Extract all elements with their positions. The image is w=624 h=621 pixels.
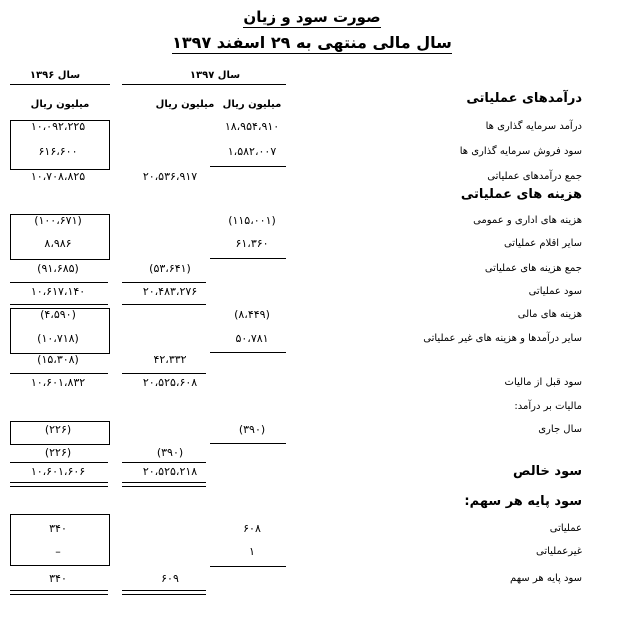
row-value-c1: (۸،۴۴۹): [234, 308, 270, 321]
rule-expenses-col1: [210, 258, 286, 259]
row-value-c3: ۱۰،۶۱۷،۱۴۰: [30, 285, 86, 298]
rule-eps-col1: [210, 566, 286, 567]
row-value-c1: ۱،۵۸۲،۰۰۷: [227, 145, 277, 158]
row-value-c1: ۶۱،۳۶۰: [235, 237, 269, 250]
row-value-c2: ۲۰،۵۳۶،۹۱۷: [142, 170, 198, 183]
rule-opprofit-col2: [122, 304, 206, 305]
double-rule-eps-col3: [10, 590, 108, 595]
rule-nonop-col1: [210, 352, 286, 353]
row-value-c3: ۱۰،۷۰۸،۸۲۵: [30, 170, 86, 183]
row-value-c1: (۳۹۰): [238, 423, 266, 436]
row-label: سود پایه هر سهم: [510, 573, 582, 584]
rule-expenses-total-col2: [122, 282, 206, 283]
year-1397-underline: [122, 84, 286, 85]
row-value-c3: (۱۰،۷۱۸): [37, 332, 79, 345]
row-value-c1: ۵۰،۷۸۱: [235, 332, 269, 345]
row-label: درآمدهای عملیاتی: [466, 91, 582, 106]
row-value-c3: (۲۲۶): [44, 423, 72, 436]
row-label: جمع هزینه های عملیاتی: [484, 263, 582, 274]
row-label: هزینه های مالی: [517, 309, 582, 320]
row-label: سود قبل از مالیات: [504, 377, 582, 388]
row-label: سود خالص: [513, 464, 582, 479]
row-value-c3: ۳۴۰: [49, 572, 67, 585]
statement-title: صورت سود و زیان: [243, 8, 381, 26]
row-value-c3: ۱۰،۶۰۱،۸۳۲: [30, 376, 86, 389]
double-rule-eps-col2: [122, 590, 206, 595]
double-rule-net-col3: [10, 482, 108, 487]
row-value-c3: (۹۱،۶۸۵): [37, 262, 79, 275]
row-label: هزینه های اداری و عمومی: [473, 215, 582, 226]
row-label: سایر اقلام عملیاتی: [503, 238, 582, 249]
row-label: سود پایه هر سهم:: [464, 494, 582, 509]
row-value-c1: ۱۸،۹۵۴،۹۱۰: [224, 120, 280, 133]
row-value-c2: ۲۰،۵۲۵،۶۰۸: [142, 376, 198, 389]
rule-tax-sum-col3: [10, 462, 108, 463]
row-label: سود عملیاتی: [528, 286, 582, 297]
row-label: سود فروش سرمایه گذاری ها: [459, 146, 582, 157]
row-value-c3: ۸،۹۸۶: [44, 237, 72, 250]
year-1396-header: سال ۱۳۹۶: [29, 70, 81, 81]
rule-nonop-sum-col3: [10, 373, 108, 374]
statement-subtitle: سال مالی منتهی به ۲۹ اسفند ۱۳۹۷: [172, 33, 452, 52]
unit-1396-header: میلیون ریال: [30, 99, 90, 110]
row-value-c3: (۲۲۶): [44, 446, 72, 459]
row-value-c2: ۲۰،۵۲۵،۲۱۸: [142, 465, 198, 478]
unit-1397-col2-header: میلیون ریال: [155, 99, 215, 110]
row-value-c1: ۶۰۸: [243, 522, 261, 535]
row-value-c2: ۶۰۹: [161, 572, 179, 585]
rule-nonop-sum-col2: [122, 373, 206, 374]
unit-1397-col1-header: میلیون ریال: [222, 99, 282, 110]
rule-tax-col1: [210, 443, 286, 444]
row-value-c3: –: [55, 545, 61, 558]
year-1396-underline: [10, 84, 110, 85]
row-label: سایر درآمدها و هزینه های غیر عملیاتی: [423, 333, 582, 344]
row-value-c3: ۳۴۰: [49, 522, 67, 535]
year-1397-header: سال ۱۳۹۷: [189, 70, 241, 81]
row-value-c1: (۱۱۵،۰۰۱): [228, 214, 276, 227]
row-value-c3: (۴،۵۹۰): [40, 308, 76, 321]
rule-expenses-total-col3: [10, 282, 108, 283]
row-value-c2: ۴۲،۳۳۲: [153, 353, 187, 366]
row-value-c3: ۱۰،۶۰۱،۶۰۶: [30, 465, 86, 478]
row-label: عملیاتی: [549, 523, 582, 534]
row-value-c3: ۶۱۶،۶۰۰: [38, 145, 78, 158]
double-rule-net-col2: [122, 482, 206, 487]
row-value-c2: (۵۳،۶۴۱): [149, 262, 191, 275]
row-value-c3: (۱۰۰،۶۷۱): [34, 214, 82, 227]
row-label: مالیات بر درآمد:: [514, 401, 582, 412]
row-value-c3: ۱۰،۰۹۲،۲۲۵: [30, 120, 86, 133]
row-value-c3: (۱۵،۳۰۸): [37, 353, 79, 366]
row-value-c2: ۲۰،۴۸۳،۲۷۶: [142, 285, 198, 298]
row-label: سال جاری: [538, 424, 582, 435]
row-value-c2: (۳۹۰): [156, 446, 184, 459]
row-label: غیرعملیاتی: [535, 546, 582, 557]
rule-opprofit-col3: [10, 304, 108, 305]
row-value-c1: ۱: [249, 545, 255, 558]
row-label: جمع درآمدهای عملیاتی: [487, 171, 582, 182]
rule-tax-sum-col2: [122, 462, 206, 463]
row-label: درآمد سرمایه گذاری ها: [485, 121, 582, 132]
rule-income-col1: [210, 166, 286, 167]
row-label: هزینه های عملیاتی: [460, 187, 582, 202]
